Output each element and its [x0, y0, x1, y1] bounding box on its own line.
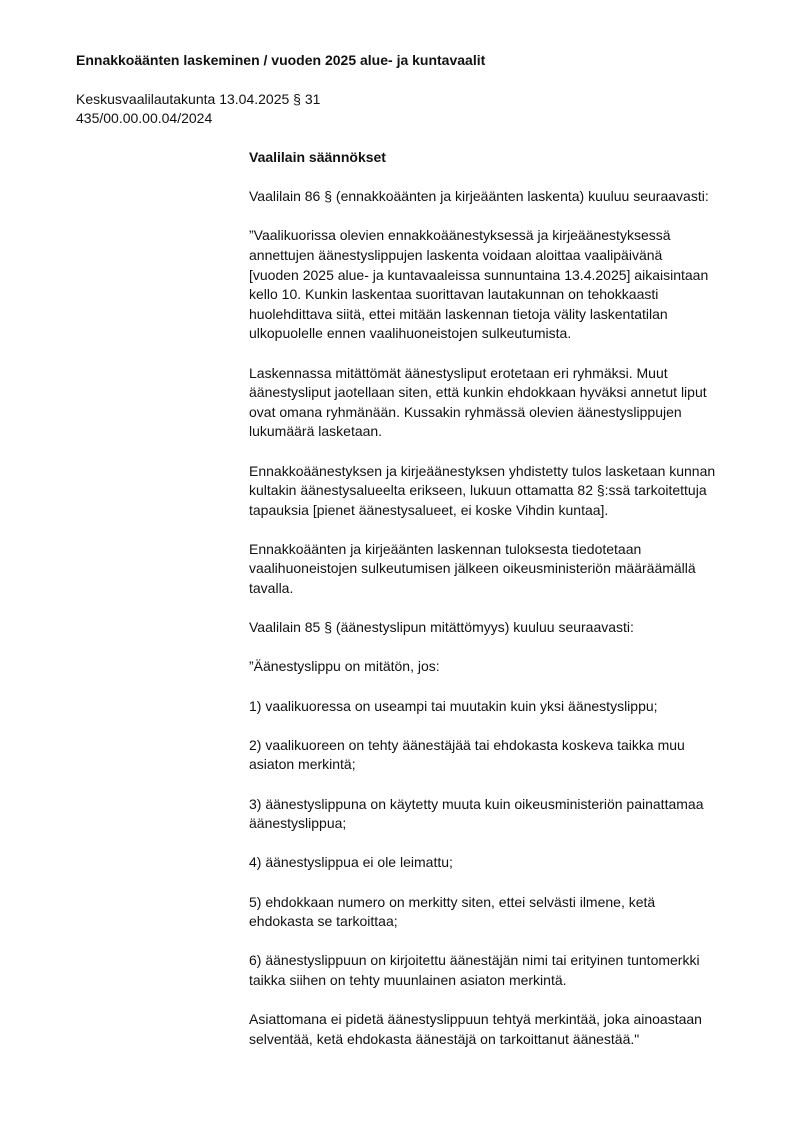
document-meta	[76, 90, 320, 128]
paragraph-line: äänestysliput jaotellaan siten, että kunkin ehdokkaan hyväksi annetut liput	[249, 384, 707, 401]
paragraph-line: ulkopuolelle ennen vaalihuoneistojen sulkeutumista.	[249, 325, 572, 342]
paragraph	[249, 364, 744, 442]
paragraph-line: annettujen äänestyslippujen laskenta voidaan aloittaa vaalipäivänä	[249, 246, 663, 263]
paragraph-line: asiaton merkintä;	[249, 756, 356, 773]
paragraph	[249, 1010, 744, 1049]
paragraph-line: Vaalilain 86 § (ennakkoäänten ja kirjeäänten laskenta) kuuluu seuraavasti:	[249, 188, 709, 205]
paragraph-line: Laskennassa mitättömät äänestysliput erotetaan eri ryhmäksi. Muut	[249, 364, 668, 381]
paragraph-list	[249, 187, 744, 1049]
paragraph	[249, 187, 744, 207]
paragraph	[249, 540, 744, 599]
paragraph-line: 4) äänestyslippua ei ole leimattu;	[249, 854, 453, 871]
paragraph-line: 3) äänestyslippuna on käytetty muuta kuin oikeusministeriön painattamaa	[249, 795, 704, 812]
paragraph-line: huolehdittava siitä, ettei mitään laskennan tietoja välity laskentatilan	[249, 305, 668, 322]
paragraph	[249, 893, 744, 932]
document-title: Ennakkoäänten laskeminen / vuoden 2025 alue- ja kuntavaalit	[76, 52, 486, 68]
paragraph-line: tapauksia [pienet äänestysalueet, ei koske Vihdin kuntaa].	[249, 501, 609, 518]
record-number: 435/00.00.00.04/2024	[76, 110, 213, 126]
paragraph-line: selventää, ketä ehdokasta äänestäjä on tarkoittanut äänestää."	[249, 1030, 640, 1047]
paragraph-line: tavalla.	[249, 580, 294, 597]
paragraph-line: ehdokasta se tarkoittaa;	[249, 913, 398, 930]
paragraph-line: ”Äänestyslippu on mitätön, jos:	[249, 658, 440, 675]
paragraph-line: [vuoden 2025 alue- ja kuntavaaleissa sunnuntaina 13.4.2025] aikaisintaan	[249, 266, 709, 283]
paragraph-line: 2) vaalikuoreen on tehty äänestäjää tai ehdokasta koskeva taikka muu	[249, 736, 685, 753]
paragraph	[249, 618, 744, 638]
paragraph-line: 6) äänestyslippuun on kirjoitettu äänestäjän nimi tai erityinen tuntomerkki	[249, 952, 700, 969]
paragraph-line: taikka siihen on tehty muunlainen asiaton merkintä.	[249, 971, 567, 988]
paragraph-line: 1) vaalikuoressa on useampi tai muutakin kuin yksi äänestyslippu;	[249, 697, 658, 714]
paragraph	[249, 736, 744, 775]
section-heading: Vaalilain säännökset	[249, 149, 386, 165]
paragraph-line: ”Vaalikuorissa olevien ennakkoäänestyksessä ja kirjeäänestyksessä	[249, 227, 671, 244]
document-body	[249, 148, 744, 1069]
paragraph	[249, 795, 744, 834]
paragraph	[249, 853, 744, 873]
paragraph-line: Ennakkoäänten ja kirjeäänten laskennan tuloksesta tiedotetaan	[249, 540, 642, 557]
paragraph	[249, 951, 744, 990]
paragraph-line: Asiattomana ei pidetä äänestyslippuun tehtyä merkintää, joka ainoastaan	[249, 1011, 702, 1028]
paragraph-line: ovat omana ryhmänään. Kussakin ryhmässä olevien äänestyslippujen	[249, 403, 682, 420]
paragraph-line: äänestyslippua;	[249, 815, 347, 832]
paragraph-line: lukumäärä lasketaan.	[249, 423, 383, 440]
meeting-reference: Keskusvaalilautakunta 13.04.2025 § 31	[76, 91, 321, 107]
paragraph-line: 5) ehdokkaan numero on merkitty siten, ettei selvästi ilmene, ketä	[249, 893, 656, 910]
paragraph-line: Vaalilain 85 § (äänestyslipun mitättömyys) kuuluu seuraavasti:	[249, 619, 634, 636]
paragraph-line: Ennakkoäänestyksen ja kirjeäänestyksen yhdistetty tulos lasketaan kunnan	[249, 462, 716, 479]
paragraph-line: vaalihuoneistojen sulkeutumisen jälkeen oikeusministeriön määräämällä	[249, 560, 696, 577]
paragraph	[249, 657, 744, 677]
paragraph	[249, 462, 744, 521]
paragraph	[249, 697, 744, 717]
paragraph	[249, 226, 744, 344]
paragraph-line: kello 10. Kunkin laskentaa suorittavan lautakunnan on tehokkaasti	[249, 286, 659, 303]
paragraph-line: kultakin äänestysalueelta erikseen, lukuun ottamatta 82 §:ssä tarkoitettuja	[249, 482, 707, 499]
